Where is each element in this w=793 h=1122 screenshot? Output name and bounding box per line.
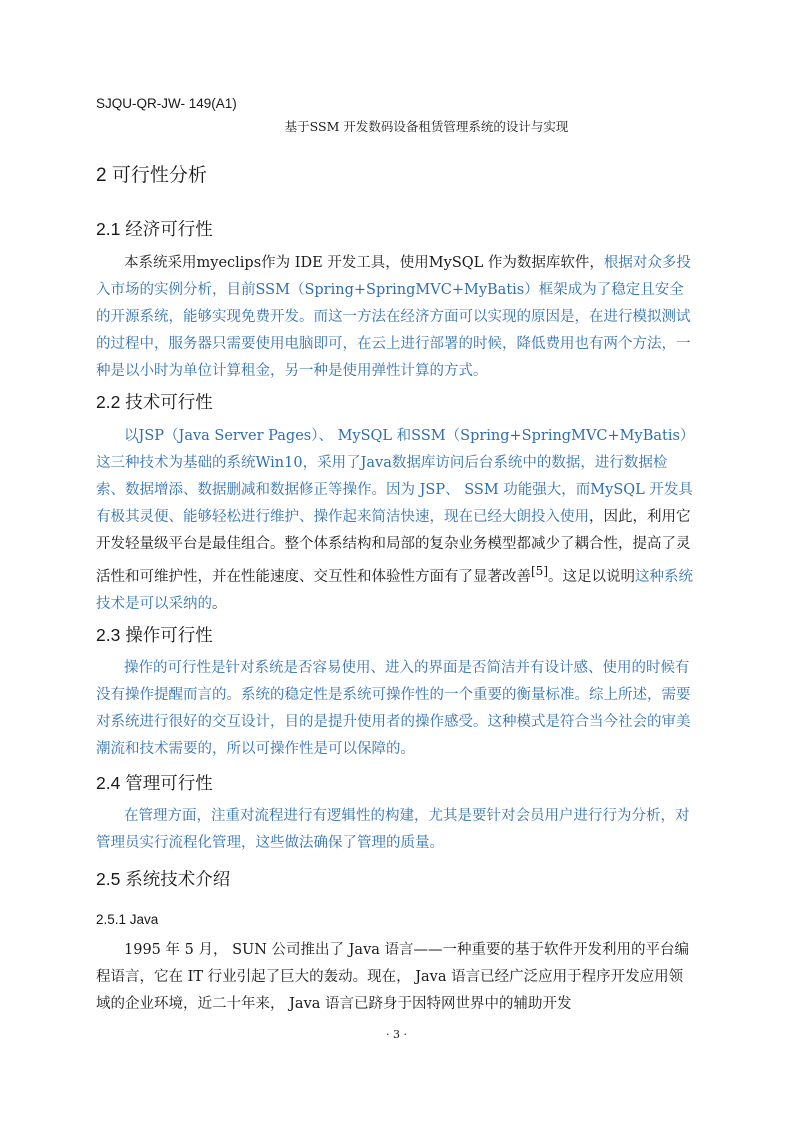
document-code: SJQU-QR-JW- 149(A1) [96,96,237,111]
page-number: · 3 · [386,1028,407,1041]
section-2-3-heading: 2.3 操作可行性 [96,625,213,645]
paragraph-text: 。 [212,595,227,612]
section-2-5-1-heading: 2.5.1 Java [96,912,159,927]
section-2-2-heading: 2.2 技术可行性 [96,392,213,412]
paragraph-text-highlight: 这种系统技术是可以采纳的 [96,568,693,612]
paragraph-text-highlight: 以JSP（Java Server Pages）、 MySQL 和SSM（Spring+SpringMVC+MyBatis）这三种技术为基础的系统Win10，采用了Java数据库访问后台系统中的数据，进行数据检索、数据增添、数据删减和数据修正等操作。因为 JSP、 SSM 功能强大，而MySQL 开发 [96,428,695,498]
running-header-title: 基于SSM 开发数码设备租赁管理系统的设计与实现 [284,119,569,134]
paragraph-text: 本系统采用myeclips作为 IDE 开发工具，使用MySQL 作为数据库软件， [124,255,604,271]
section-2-4-heading: 2.4 管理可行性 [96,773,213,793]
paragraph-text-highlight: 操作的可行性是针对系统是否容易使用、进入的界面是否简洁并有设计感、使用的时候有没有操作提醒而言的。系统的稳定性是系统可操作性的一个重要的衡量标准。综上所述，需要对系统进行很好的交互设计，目的是提升使用者的操作感受。这种模式是符合当今社会的审美潮流和技术需要的，所以可操作性是可以保障的。 [96,660,691,757]
paragraph-text: 。这足以说明 [548,568,635,585]
paragraph-text-highlight: 根据对众多投入市场的实例分析，目前SSM（Spring+SpringMVC+MyBatis）框架成为了稳定且安全的开源系统，能够实现免费开发。而这一方法在经济方面可以实现的原因是，在进行模拟测试的过程中，服务器只需要使用电脑即可，在云上进行部署的时候，降低费用也有两个方法，一种是以小时为单位计算租金，另一种是使用弹性计算的方式。 [96,255,691,379]
section-2-1-heading: 2.1 经济可行性 [96,219,213,239]
section-2-1-paragraph [96,250,696,385]
citation-reference: [5] [531,564,548,578]
section-2-heading: 2 可行性分析 [96,165,207,186]
section-2-5-heading: 2.5 系统技术介绍 [96,869,231,889]
paragraph-text: 1995 年 5 月， SUN 公司推出了 Java 语言——一种重要的基于软件开发利用的平台编程语言，它在 IT 行业引起了巨大的轰动。现在， Java 语言已经广泛应用于程序开发应用领域的企业环境，近二十年来， Java 语言已跻身于因特网世界中的辅助开发 [96,942,690,1012]
section-2-3-paragraph [96,655,696,763]
paragraph-text-highlight: 在管理方面，注重对流程进行有逻辑性的构建，尤其是要针对会员用户进行行为分析，对管理员实行流程化管理，这些做法确保了管理的质量。 [96,808,690,851]
section-2-2-paragraph [96,423,696,618]
paragraph-text: ，因此，利用它开发轻量级平台是最佳组合。整个体系结构和局部的复杂业务模型都减少了耦合性，提高了灵活性和可维护性，并在性能速度、交互性和体验性方面有了显著改善 [96,509,691,585]
section-2-4-paragraph [96,803,696,857]
paragraph-text-highlight: 具有极其灵便、能够轻松进行维护、操作起来简洁快速，现在已经大朗投入使用 [96,482,693,525]
section-2-5-1-paragraph [96,937,696,1018]
